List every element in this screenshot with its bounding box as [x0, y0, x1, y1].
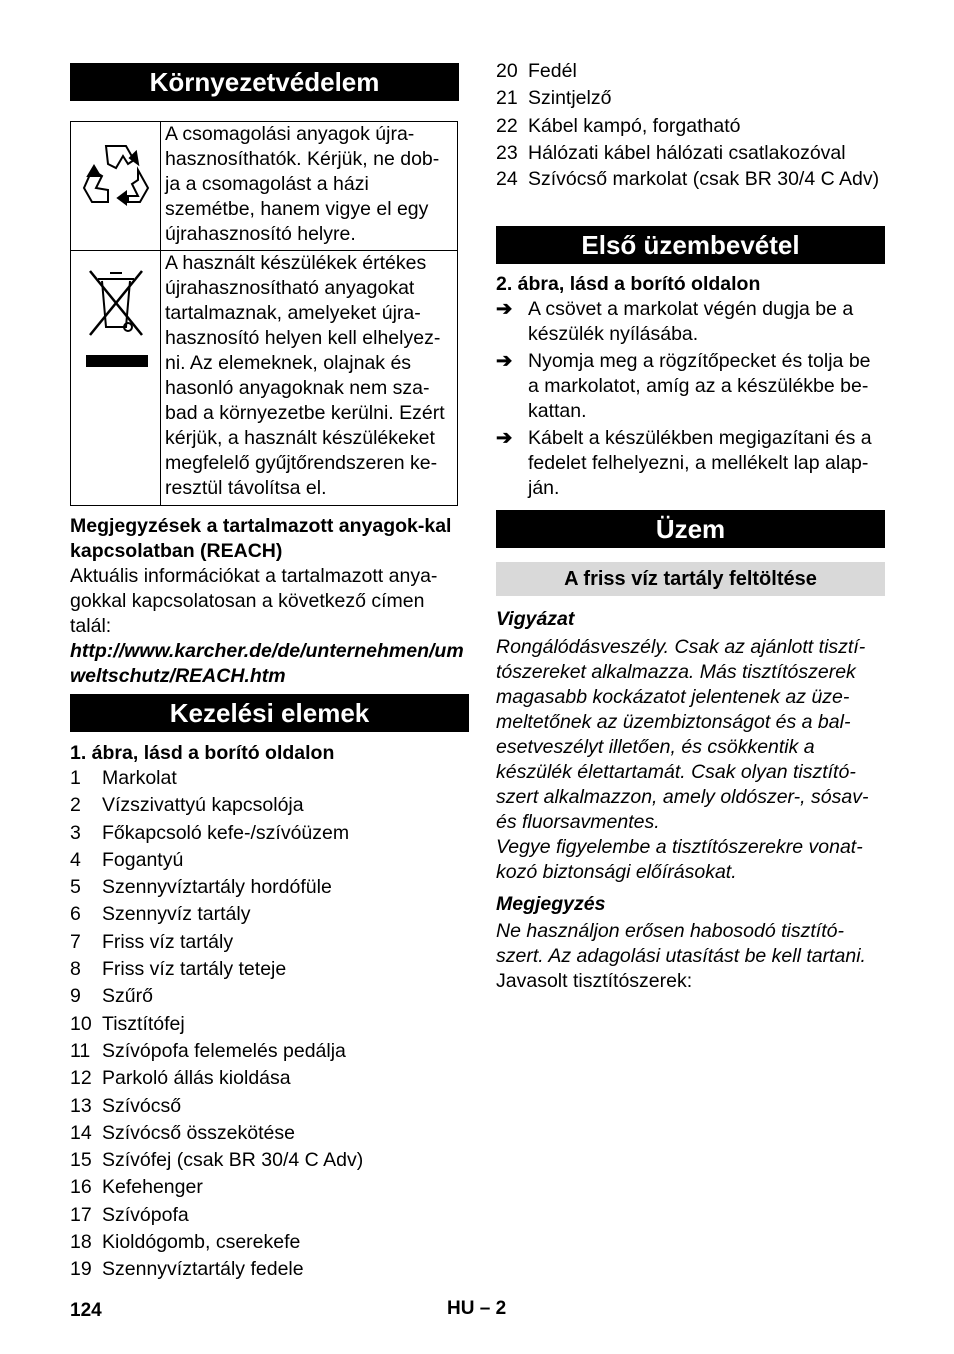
heading-first-startup: Első üzembevétel: [496, 226, 885, 264]
list-item: 9 Szűrő: [70, 985, 153, 1008]
list-item: 18 Kioldógomb, cserekefe: [70, 1231, 301, 1254]
list-item: 24 Szívócső markolat (csak BR 30/4 C Adv): [496, 168, 880, 191]
recycle-icon-cell: [71, 122, 161, 251]
heading-environment: Környezetvédelem: [70, 63, 459, 101]
list-item: 11 Szívópofa felemelés pedálja: [70, 1039, 346, 1062]
crossed-bin-icon-cell: [71, 251, 161, 506]
heading-controls: Kezelési elemek: [70, 694, 469, 732]
packaging-text: A csomagolási anyagok újra-hasznosíthatók. Kérjük, ne dob-ja a csomagolást a házi szemétbe, hanem vigye el egy újrahasznosító helyre.: [161, 122, 458, 251]
recycle-icon: [76, 134, 156, 214]
list-item: 13 Szívócső: [70, 1094, 182, 1117]
list-item: 16 Kefehenger: [70, 1176, 203, 1199]
list-item: 10 Tisztítófej: [70, 1012, 185, 1035]
environment-table: [70, 121, 458, 506]
list-item: 20 Fedél: [496, 60, 577, 82]
language-page-label: HU – 2: [447, 1298, 507, 1319]
list-item: 2 Vízszivattyú kapcsolója: [70, 794, 304, 817]
figure-1-reference: 1. ábra, lásd a borító oldalon: [70, 742, 335, 764]
list-item: 5 Szennyvíztartály hordófüle: [70, 876, 332, 899]
list-item: 3 Főkapcsoló kefe-/szívóüzem: [70, 821, 350, 844]
page-number: 124: [70, 1300, 102, 1321]
list-item: 12 Parkoló állás kioldása: [70, 1067, 291, 1090]
list-item: 7 Friss víz tartály: [70, 930, 234, 953]
list-item: 6 Szennyvíz tartály: [70, 903, 251, 926]
heading-operation: Üzem: [496, 510, 885, 548]
controls-list: [70, 765, 469, 1284]
controls-list-continued: [496, 58, 886, 192]
list-item: 21 Szintjelző: [496, 87, 612, 110]
list-item: 4 Fogantyú: [70, 848, 184, 871]
list-item: ➔ Kábelt a készülékben megigazítani és a fedelet felhelyezni, a mellékelt lap alap-ján.: [496, 427, 872, 499]
arrow-icon: ➔: [496, 298, 513, 320]
recommended-cleaners: Javasolt tisztítószerek:: [496, 970, 693, 992]
caution-text-2: Vegye figyelembe a tisztítószerekre vonat-kozó biztonsági előírásokat.: [496, 836, 863, 883]
list-item: 15 Szívófej (csak BR 30/4 C Adv): [70, 1149, 364, 1172]
list-item: 22 Kábel kampó, forgatható: [496, 114, 741, 137]
list-item: ➔ A csövet a markolat végén dugja be a készülék nyílásába.: [496, 298, 854, 345]
list-item: 19 Szennyvíztartály fedele: [70, 1258, 304, 1281]
list-item: 1 Markolat: [70, 767, 177, 789]
list-item: ➔ Nyomja meg a rögzítőpecket és tolja be a markolatot, amíg az a készülékbe be-kattan.: [496, 350, 871, 422]
note-text: Ne használjon erősen habosodó tisztító-szert. Az adagolási utasítást be kell tartani.: [496, 920, 866, 967]
startup-steps: [496, 297, 886, 503]
crossed-bin-icon: [80, 259, 152, 379]
reach-heading: Megjegyzések a tartalmazott anyagok-kal kapcsolatban (REACH): [70, 515, 452, 562]
reach-text: Aktuális információkat a tartalmazott anya-gokkal kapcsolatosan a következő címen talál:: [70, 565, 438, 637]
arrow-icon: ➔: [496, 427, 513, 449]
reach-link[interactable]: http://www.karcher.de/de/unternehmen/umweltschutz/REACH.htm: [70, 640, 464, 687]
list-item: 14 Szívócső összekötése: [70, 1121, 295, 1144]
used-devices-text: A használt készülékek értékes újrahasznosítható anyagokat tartalmaznak, amelyeket újra-hasznosító helyen kell elhelyez-ni. Az elemeknek, olajnak és hasonló anyagoknak nem sza-bad a környezetbe kerülni. Ezért kérjük, a használt készülékeket megfelelő gyűjtőrendszeren ke-resztül távolítsa el.: [161, 251, 458, 506]
figure-2-reference: 2. ábra, lásd a borító oldalon: [496, 273, 761, 295]
caution-label: Vigyázat: [496, 608, 575, 630]
subheading-fill-fresh-water: A friss víz tartály feltöltése: [496, 562, 885, 596]
list-item: 17 Szívópofa: [70, 1203, 189, 1226]
list-item: 8 Friss víz tartály teteje: [70, 958, 287, 981]
list-item: 23 Hálózati kábel hálózati csatlakozóval: [496, 141, 846, 164]
arrow-icon: ➔: [496, 350, 513, 372]
caution-text: Rongálódásveszély. Csak az ajánlott tisztí-tószereket alkalmazza. Más tisztítószerek magasabb kockázatot jelentenek az üze-meltetőnek az üzembiztonságot és a bal-esetveszélyt illetően, és csökkentik a készülék élettartamát. Csak olyan tisztító-szert alkalmazzon, amely oldószer-, sósav- és fluorsavmentes.: [496, 636, 869, 833]
note-label: Megjegyzés: [496, 893, 606, 915]
